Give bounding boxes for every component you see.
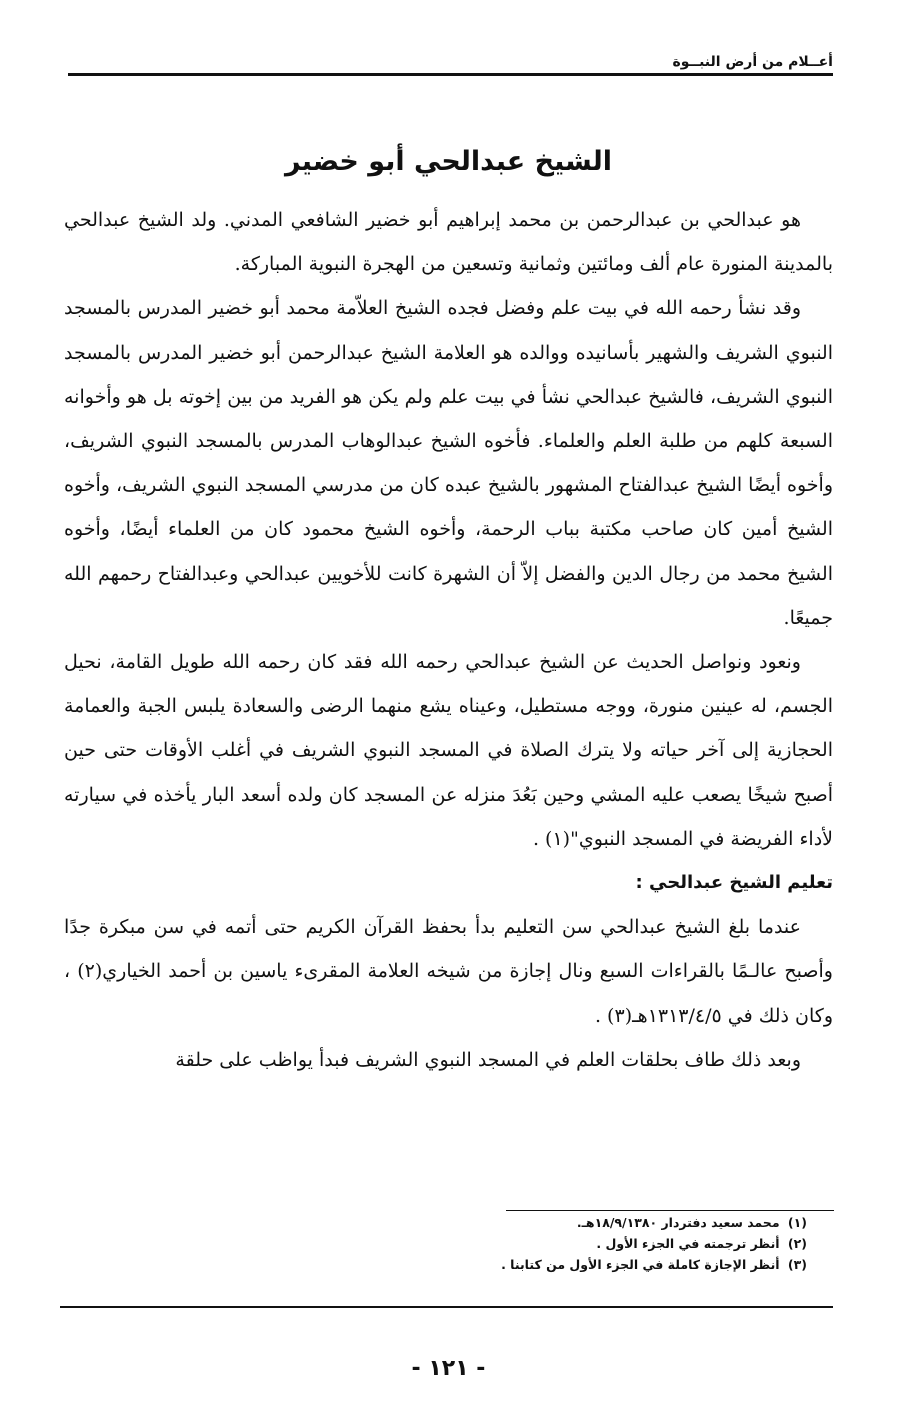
section-subheading: تعليم الشيخ عبدالحي : bbox=[635, 872, 833, 894]
paragraph: وبعد ذلك طاف بحلقات العلم في المسجد النبوي الشريف فبدأ يواظب على حلقة bbox=[175, 1048, 801, 1071]
paragraph: وقد نشأ رحمه الله في بيت علم وفضل فجده الشيخ العلاّمة محمد أبو خضير المدرس بالمسجد النبوي الشريف والشهير بأسانيده ووالده هو العلامة الشيخ عبدالرحمن أبو خضير المدرس بالمسجد النبوي الشريف، فالشيخ عبدالحي نشأ في بيت علم ولم يكن هو الفريد من بين إخوته بل هو وأخوانه السبعة كلهم من طلبة العلم والعلماء. فأخوه الشيخ عبدالوهاب المدرس بالمسجد النبوي الشريف، وأخوه أيضًا الشيخ عبدالفتاح المشهور بالشيخ عبده كان من مدرسي المسجد النبوي الشريف، وأخوه الشيخ أمين كان صاحب مكتبة بباب الرحمة، وأخوه الشيخ محمود كان من العلماء أيضًا، وأخوه الشيخ محمد من رجال الدين والفضل إلاّ أن الشهرة كانت للأخويين عبدالحي وعبدالفتاح رحمهم الله جميعًا. bbox=[64, 297, 833, 629]
footnote-number: (٢) bbox=[787, 1236, 807, 1251]
footnote bbox=[501, 1212, 807, 1233]
footnote-text: محمد سعيد دفتردار ١٨/٩/١٣٨٠هـ. bbox=[576, 1215, 780, 1230]
footnote-number: (٣) bbox=[787, 1257, 807, 1272]
footnote-rule bbox=[506, 1210, 834, 1211]
paragraph: ونعود ونواصل الحديث عن الشيخ عبدالحي رحمه الله فقد كان رحمه الله طويل القامة، نحيل الجسم، له عينين منورة، ووجه مستطيل، وعيناه يشع منهما الرضى والسعادة يلبس الجبة والعمامة الحجازية إلى آخر حياته ولا يترك الصلاة في المسجد النبوي الشريف في أغلب الأوقات حتى حين أصبح شيخًا يصعب عليه المشي وحين بَعُدَ منزله عن المسجد كان ولده أسعد البار يأخذه في سيارته لأداء الفريضة في المسجد النبوي"(١) . bbox=[64, 651, 833, 850]
footnote-text: أنظر الإجازة كاملة في الجزء الأول من كتابنا . bbox=[501, 1257, 780, 1272]
body-text bbox=[64, 198, 833, 1082]
page-number: - ١٢١ - bbox=[411, 1356, 486, 1381]
footnote bbox=[501, 1233, 807, 1254]
paragraph: عندما بلغ الشيخ عبدالحي سن التعليم بدأ بحفظ القرآن الكريم حتى أتمه في سن مبكرة جدًا وأصبح عالـمًا بالقراءات السبع ونال إجازة من شيخه العلامة المقرىء ياسين بن أحمد الخياري(٢) ، وكان ذلك في ١٣١٣/٤/٥هـ(٣) . bbox=[64, 916, 833, 1027]
header-rule bbox=[68, 73, 833, 76]
footnote-text: أنظر ترجمته في الجزء الأول . bbox=[596, 1236, 780, 1251]
running-header: أعــلام من أرض النبــوة bbox=[672, 54, 833, 70]
footnote-number: (١) bbox=[787, 1215, 807, 1230]
chapter-title: الشيخ عبدالحي أبو خضير bbox=[285, 146, 612, 177]
footnote bbox=[501, 1254, 807, 1275]
paragraph: هو عبدالحي بن عبدالرحمن بن محمد إبراهيم أبو خضير الشافعي المدني. ولد الشيخ عبدالحي بالمدينة المنورة عام ألف ومائتين وثمانية وتسعين من الهجرة النبوية المباركة. bbox=[64, 209, 833, 276]
bottom-rule bbox=[60, 1306, 833, 1308]
footnotes bbox=[501, 1212, 807, 1275]
